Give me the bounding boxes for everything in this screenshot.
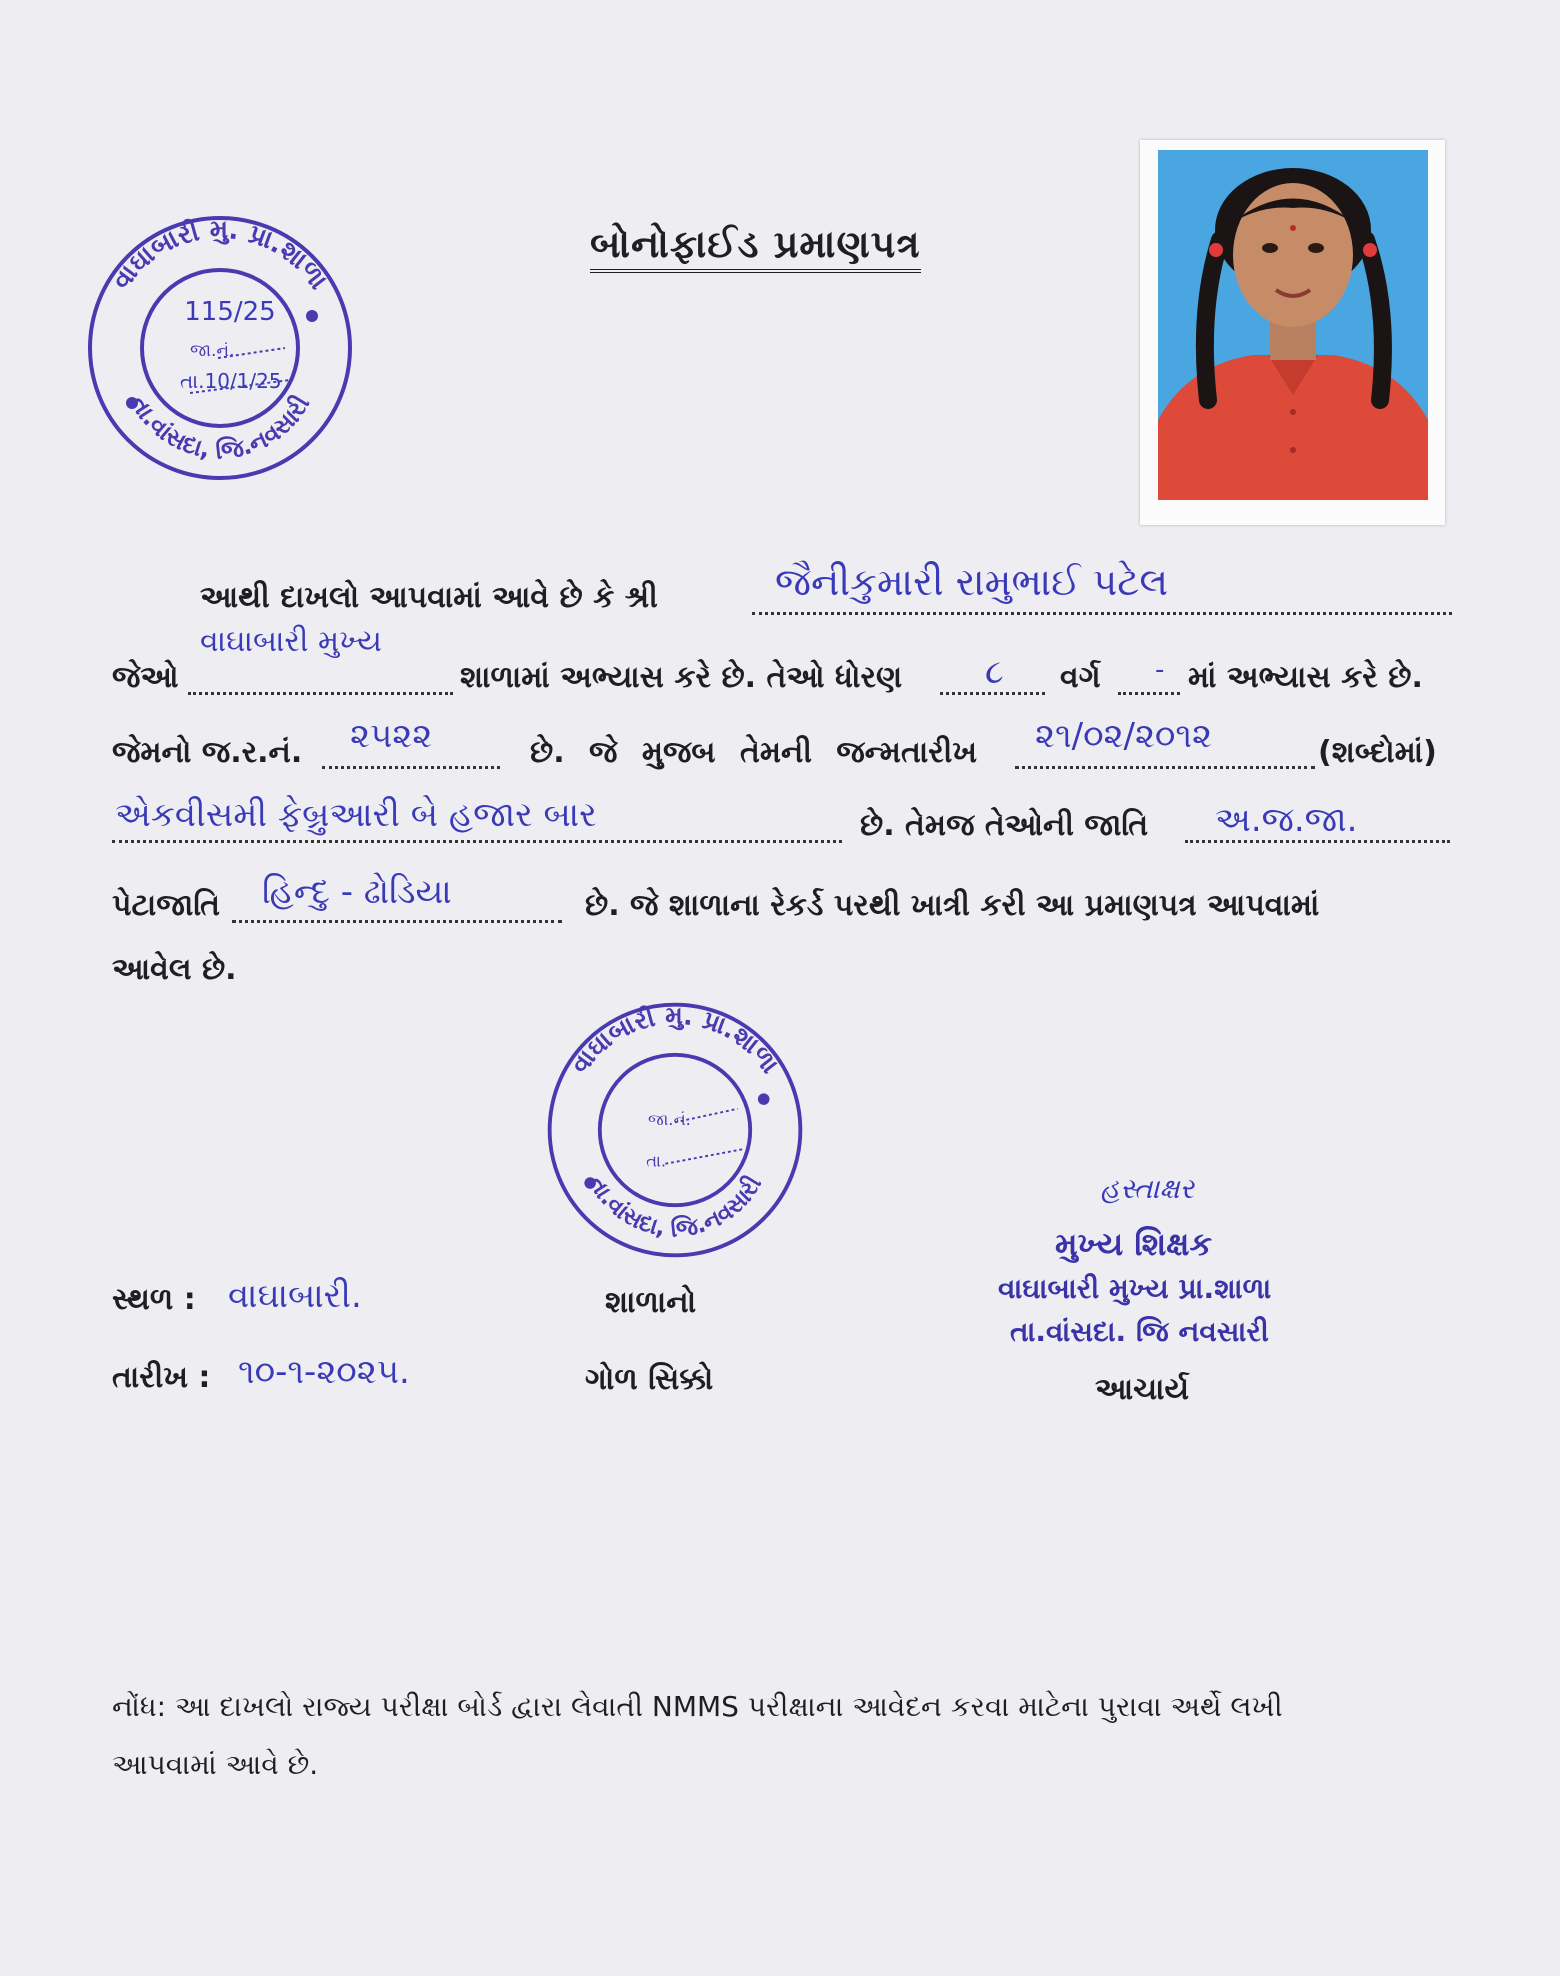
footnote: નોંધ: આ દાખલો રાજ્ય પરીક્ષા બોર્ડ દ્વારા લેવાતી NMMS પરીક્ષાના આવેદન કરવા માટેના પુરાવા અર્થે લખી આપવામાં આવે છે. bbox=[112, 1690, 1283, 1781]
stamp-bottom-ring-bottom: તા.વાંસદા, જિ.નવસારી bbox=[582, 1171, 768, 1243]
student-name-handwritten: જૈનીકુમારી રામુભાઈ પટેલ bbox=[775, 560, 1169, 604]
dob-words-handwritten: એકવીસમી ફેબ્રુઆરી બે હજાર બાર bbox=[115, 795, 597, 835]
seal-label-line2: ગોળ સિક્કો bbox=[585, 1362, 714, 1397]
division-handwritten: - bbox=[1155, 655, 1165, 685]
stamp-bottom-ta: તા. bbox=[646, 1151, 667, 1171]
body-line4-a: છે. તેમજ તેઓની જાતિ bbox=[860, 808, 1149, 843]
body-line1-text: આથી દાખલો આપવામાં આવે છે કે શ્રી bbox=[200, 580, 658, 615]
principal-label: આચાર્ય bbox=[1095, 1372, 1190, 1407]
headmaster-stamp-line1: મુખ્ય શિક્ષક bbox=[1055, 1225, 1213, 1263]
student-photo bbox=[1140, 140, 1445, 525]
gr-number-handwritten: ૨૫૨૨ bbox=[350, 716, 433, 756]
subcaste-handwritten: હિન્દુ - ઢોડિયા bbox=[262, 872, 452, 912]
body-line2-d: માં અભ્યાસ કરે છે. bbox=[1188, 660, 1423, 695]
stamp-top-ja: જા.નં. bbox=[190, 341, 235, 361]
std-handwritten: ૮ bbox=[985, 652, 1004, 692]
dotted-line-std bbox=[940, 692, 1045, 695]
dotted-line-gr bbox=[322, 766, 500, 769]
round-stamp-bottom bbox=[540, 995, 810, 1265]
stamp-top-ring-bottom: તા.વાંસદા, જિ.નવસારી bbox=[124, 390, 316, 465]
svg-text:વાઘાબારી મુ. પ્રા.શાળા bbox=[565, 1001, 785, 1079]
dotted-line-name bbox=[752, 612, 1452, 615]
stamp-bottom-ja: જા.નં. bbox=[648, 1110, 691, 1130]
stamp-top-ring-top: વાઘાબારી મુ. પ્રા.શાળા bbox=[106, 214, 334, 296]
body-line6: આવેલ છે. bbox=[112, 952, 237, 987]
dotted-line-caste bbox=[1185, 840, 1450, 843]
stamp-top-date: તા.10/1/25 bbox=[180, 369, 282, 393]
body-line5-b: છે. જે શાળાના રેકર્ડ પરથી ખાત્રી કરી આ પ્રમાણપત્ર આપવામાં bbox=[585, 888, 1320, 923]
headmaster-stamp-line2: વાઘાબારી મુખ્ય પ્રા.શાળા bbox=[998, 1272, 1272, 1305]
body-line2-b: શાળામાં અભ્યાસ કરે છે. તેઓ ધોરણ bbox=[460, 660, 903, 695]
dob-handwritten: ૨૧/૦૨/૨૦૧૨ bbox=[1035, 716, 1212, 756]
body-line3-a: જેમનો જ.ર.નં. bbox=[112, 735, 303, 770]
svg-text:વાઘાબારી મુ. પ્રા.શાળા bbox=[107, 215, 334, 295]
body-line5-a: પેટાજાતિ bbox=[112, 888, 221, 923]
round-stamp-top bbox=[80, 208, 360, 488]
date-label: તારીખ : bbox=[112, 1360, 211, 1395]
headmaster-stamp-line3: તા.વાંસદા. જિ નવસારી bbox=[1010, 1315, 1269, 1348]
dotted-line-dob-words bbox=[112, 840, 842, 843]
certificate-title: બોનોફાઈડ પ્રમાણપત્ર bbox=[590, 222, 921, 273]
body-line2-c: વર્ગ bbox=[1060, 660, 1101, 695]
date-handwritten: ૧૦-૧-૨૦૨૫. bbox=[238, 1352, 410, 1392]
body-line3-b: છે. જે મુજબ તેમની જન્મતારીખ bbox=[530, 735, 977, 770]
dotted-line-division bbox=[1118, 692, 1180, 695]
seal-label-line1: શાળાનો bbox=[605, 1285, 697, 1320]
dotted-line-school bbox=[188, 692, 453, 695]
stamp-bottom-ring-top: વાઘાબારી મુ. પ્રા.શાળા bbox=[565, 1000, 785, 1079]
student-photo-image bbox=[1158, 150, 1428, 500]
place-handwritten: વાઘાબારી. bbox=[228, 1276, 362, 1316]
place-label: સ્થળ : bbox=[112, 1282, 196, 1317]
body-line2-a: જેઓ bbox=[112, 660, 179, 695]
dotted-line-subcaste bbox=[232, 920, 562, 923]
stamp-top-number: 115/25 bbox=[184, 297, 276, 327]
dotted-line-dob bbox=[1015, 766, 1315, 769]
body-line3-c: (શબ્દોમાં) bbox=[1318, 735, 1437, 770]
school-name-handwritten: વાઘાબારી મુખ્ય bbox=[200, 624, 383, 659]
signature-handwritten: હસ્તાક્ષર bbox=[1100, 1172, 1194, 1205]
caste-handwritten: અ.જ.જા. bbox=[1215, 800, 1358, 840]
